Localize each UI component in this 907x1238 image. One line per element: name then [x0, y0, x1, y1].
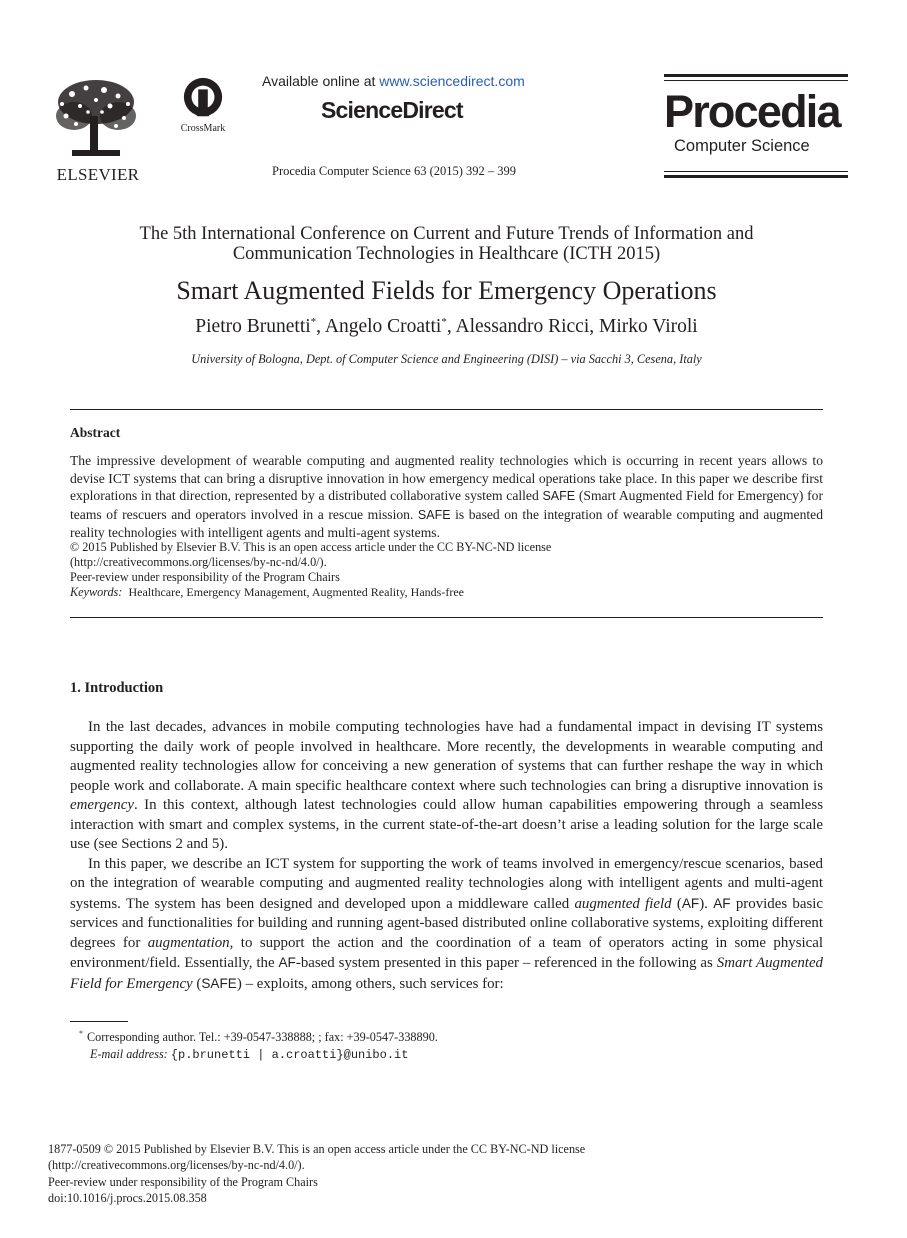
author-list: Pietro Brunetti*, Angelo Croatti*, Alessandro Ricci, Mirko Viroli — [195, 316, 698, 337]
available-online — [262, 73, 525, 89]
keywords: Healthcare, Emergency Management, Augmented Reality, Hands-free — [128, 585, 464, 599]
safe-acronym: SAFE — [417, 507, 451, 522]
af-acronym: AF — [278, 955, 296, 970]
keywords-line — [70, 585, 823, 600]
paper-title: Smart Augmented Fields for Emergency Operations — [176, 276, 717, 305]
footnote — [70, 1026, 823, 1063]
doi[interactable]: doi:10.1016/j.procs.2015.08.358 — [48, 1190, 207, 1205]
footnote-email: E-mail address: {p.brunetti | a.croatti}@unibo.it — [90, 1046, 409, 1062]
issn-line: 1877-0509 © 2015 Published by Elsevier B.V. This is an open access article under the CC BY-NC-ND license — [48, 1142, 586, 1156]
sciencedirect-link[interactable]: www.sciencedirect.com — [379, 73, 525, 89]
abstract-meta — [70, 540, 823, 600]
procedia-top-thin-rule — [664, 80, 848, 81]
publication-info — [48, 1141, 848, 1206]
available-prefix: Available online at — [262, 73, 380, 89]
copyright-line: © 2015 Published by Elsevier B.V. This is an open access article under the CC BY-NC-ND license — [70, 540, 552, 554]
conference-line-2: Communication Technologies in Healthcare (ICTH 2015) — [232, 244, 661, 264]
procedia-bottom-thin-rule — [664, 171, 848, 172]
crossmark-icon — [180, 76, 226, 120]
footnote-contact: * Corresponding author. Tel.: +39-0547-338888; ; fax: +39-0547-338890. — [79, 1029, 438, 1044]
other-authors: Alessandro Ricci, Mirko Viroli — [455, 316, 698, 337]
section-heading: 1. Introduction — [70, 680, 164, 696]
conference-line-1: The 5th International Conference on Current and Future Trends of Information and — [139, 224, 754, 244]
paragraph: In the last decades, advances in mobile computing technologies have had a fundamental impact in devising IT systems supporting the daily work of people involved in healthcare. More recently, the developments in wearable computing and augmented reality technologies allow for conceiving a new generation of systems that can further reshape the way in which people work and collaborate. A main specific healthcare context where such technologies can bring a disruptive innovation is emergency. In this context, although latest technologies could allow human capabilities empowering through a seamless interaction with smart and complex systems, in the current state-of-the-art doesn’t arise a leading solution for the large scale use (see Sections 2 and 5). — [70, 719, 823, 852]
footnote-rule — [70, 1021, 128, 1022]
license-link[interactable]: (http://creativecommons.org/licenses/by-nc-nd/4.0/). — [70, 555, 327, 569]
procedia-subtitle: Computer Science — [674, 137, 810, 155]
crossmark-badge[interactable] — [172, 76, 234, 134]
abstract-text: The impressive development of wearable computing and augmented reality technologies which is occurring in recent years allows to devise ICT systems that can bring a disruptive innovation in how emergency medical operations take place. In this paper we describe first explorations in that direction, represented by a distributed collaborative system called SAFE (Smart Augmented Field for Emergency) for teams of rescuers and operators involved in a rescue mission. SAFE is based on the integration of wearable computing and augmented reality technologies with intelligent agents and multi-agent systems. — [70, 453, 823, 541]
elsevier-logo — [52, 76, 144, 184]
procedia-top-rule — [664, 74, 848, 77]
email-address[interactable]: {p.brunetti | a.croatti}@unibo.it — [170, 1047, 409, 1062]
procedia-logo — [664, 74, 848, 178]
affiliation: University of Bologna, Dept. of Computer Science and Engineering (DISI) – via Sacchi 3, Cesena, Italy — [191, 352, 702, 366]
corresponding-mark: * — [441, 316, 447, 328]
peer-review-line: Peer-review under responsibility of the Program Chairs — [48, 1174, 318, 1189]
abstract-heading: Abstract — [70, 425, 121, 440]
elsevier-wordmark: ELSEVIER — [56, 165, 140, 184]
af-acronym: AF — [713, 895, 731, 911]
safe-acronym: SAFE — [542, 489, 576, 504]
paragraph: In this paper, we describe an ICT system for supporting the work of teams involved in emergency/rescue scenarios, based on the integration of wearable computing and augmented reality technologies along with intelligent agents and multi-agent systems. The system has been designed and developed upon a middleware called augmented field (AF). AF provides basic services and functionalities for building and running agent-based distributed online collaborative systems, exploiting different degrees for augmentation, to support the action and the coordination of a team of operators acting in some physical environment/field. Essentially, the AF-based system presented in this paper – referenced in the following as Smart Augmented Field for Emergency (SAFE) – exploits, among others, such services for: — [70, 855, 824, 992]
sciencedirect-brand: ScienceDirect — [321, 97, 463, 123]
procedia-bottom-rule — [664, 175, 848, 178]
peer-review-line: Peer-review under responsibility of the Program Chairs — [70, 570, 340, 584]
conference-name — [70, 224, 823, 264]
corresponding-mark: * — [310, 316, 317, 328]
elsevier-tree-icon — [52, 76, 140, 158]
crossmark-label: CrossMark — [180, 123, 226, 134]
abstract-bottom-rule — [70, 617, 823, 618]
safe-acronym: SAFE — [201, 975, 237, 991]
author-2: Angelo Croatti — [324, 316, 442, 337]
license-link[interactable]: (http://creativecommons.org/licenses/by-nc-nd/4.0/). — [48, 1158, 305, 1173]
author-1: Pietro Brunetti — [195, 316, 311, 337]
abstract-top-rule — [70, 409, 823, 410]
keywords-label: Keywords: — [70, 585, 123, 599]
journal-reference: Procedia Computer Science 63 (2015) 392 – 399 — [272, 164, 517, 178]
section-body — [70, 718, 823, 994]
af-acronym: AF — [681, 895, 700, 911]
procedia-title: Procedia — [664, 86, 840, 137]
